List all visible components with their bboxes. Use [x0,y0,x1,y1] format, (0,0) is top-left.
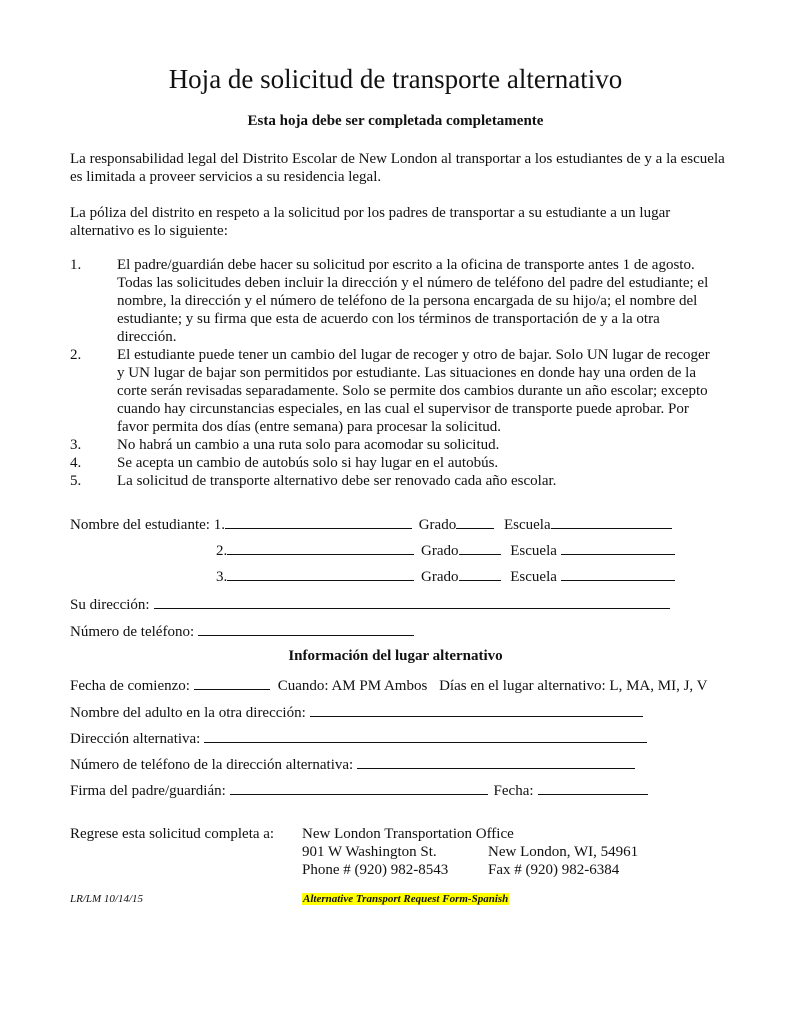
office-street: 901 W Washington St. [302,844,437,860]
date-field[interactable] [538,780,648,795]
page-subtitle: Esta hoja debe ser completada completamente [247,113,544,129]
office-city: New London, WI, 54961 [488,844,639,860]
phone-row [70,621,414,641]
student-row-3 [216,566,675,586]
adult-name-label: Nombre del adulto en la otra dirección: [70,705,306,721]
address-label: Su dirección: [70,597,150,613]
paragraph-legal: La responsabilidad legal del Distrito Escolar de New London al transportar a los estudiantes de y a la escuela es limitada a proveer servicios a su residencia legal. [70,151,725,185]
school-label: Escuela [503,517,551,533]
address-field[interactable] [154,594,670,609]
alt-phone-row [70,754,635,774]
student-row-1 [70,514,672,534]
grade-label: Grado [421,543,459,559]
footer-code: LR/LM 10/14/15 [70,893,144,905]
student-name-label: Nombre del estudiante: [70,517,210,533]
rules-list [70,256,720,490]
when-label: Cuando: AM PM Ambos [277,678,428,694]
grade-label: Grado [421,569,459,585]
signature-field[interactable] [230,780,488,795]
phone-field[interactable] [198,621,414,636]
days-label: Días en el lugar alternativo: L, MA, MI, J, V [439,678,708,694]
footer-form-name: Alternative Transport Request Form-Spanish [303,893,509,905]
grade-field[interactable] [456,514,494,529]
start-date-label: Fecha de comienzo: [70,678,190,694]
start-row [70,675,708,695]
office-phone: Phone # (920) 982-8543 [302,862,449,878]
school-label: Escuela [510,569,557,585]
school-field[interactable] [551,514,672,529]
grade-label: Grado [418,517,457,533]
alt-address-label: Dirección alternativa: [70,731,201,747]
signature-row [70,780,648,800]
school-label: Escuela [510,543,557,559]
student-row-2 [216,540,675,560]
rule-item: 2. El estudiante puede tener un cambio del lugar de recoger y otro de bajar. Solo UN lugar de recoger y UN lugar de bajar son permitidos por estudiante. Las situaciones en donde hay una orden de la corte serán revisadas separadamente. Solo se permite dos cambios durante un año escolar; excepto cuando hay circunstancias especiales, en las cual el supervisor de transporte puede aprobar. Por favor permita dos días (entre semana) para procesar la solicitud. [70,347,710,435]
alt-phone-label: Número de teléfono de la dirección alternativa: [70,757,354,773]
school-field[interactable] [561,540,675,555]
student-name-field[interactable] [227,566,414,581]
alt-phone-field[interactable] [357,754,635,769]
address-row [70,594,670,614]
student-name-field[interactable] [225,514,412,529]
student-num: 1. [213,517,225,533]
adult-row [70,702,643,722]
date-label: Fecha: [493,783,534,799]
adult-name-field[interactable] [310,702,643,717]
start-date-field[interactable] [194,675,270,690]
alt-address-row [70,728,647,748]
rule-item: 4. Se acepta un cambio de autobús solo si hay lugar en el autobús. [70,455,499,471]
alt-address-field[interactable] [204,728,647,743]
alt-section-heading: Información del lugar alternativo [288,648,503,664]
school-field[interactable] [561,566,675,581]
student-name-field[interactable] [227,540,414,555]
student-num: 2. [216,543,228,559]
rule-item: 1. El padre/guardián debe hacer su solicitud por escrito a la oficina de transporte antes 1 de agosto. Todas las solicitudes deben incluir la dirección y el número de teléfono del padre del estudiante; el nombre, la dirección y el número de teléfono de la persona encargada de su hijo/a; el nombre del estudiante; y su firma que esta de acuerdo con los términos de transportación de y a la otra dirección. [70,257,709,345]
phone-label: Número de teléfono: [70,624,195,640]
rule-item: 5. La solicitud de transporte alternativo debe ser renovado cada año escolar. [70,473,557,489]
return-label: Regrese esta solicitud completa a: [70,826,275,842]
student-num: 3. [216,569,228,585]
paragraph-policy: La póliza del distrito en respeto a la solicitud por los padres de transportar a su estudiante a un lugar alternativo es lo siguiente: [70,205,671,239]
rule-item: 3. No habrá un cambio a una ruta solo para acomodar su solicitud. [70,437,500,453]
office-fax: Fax # (920) 982-6384 [488,862,620,878]
grade-field[interactable] [459,566,501,581]
office-name: New London Transportation Office [302,826,514,842]
grade-field[interactable] [459,540,501,555]
page-title: Hoja de solicitud de transporte alternativo [168,64,623,94]
signature-label: Firma del padre/guardián: [70,783,226,799]
